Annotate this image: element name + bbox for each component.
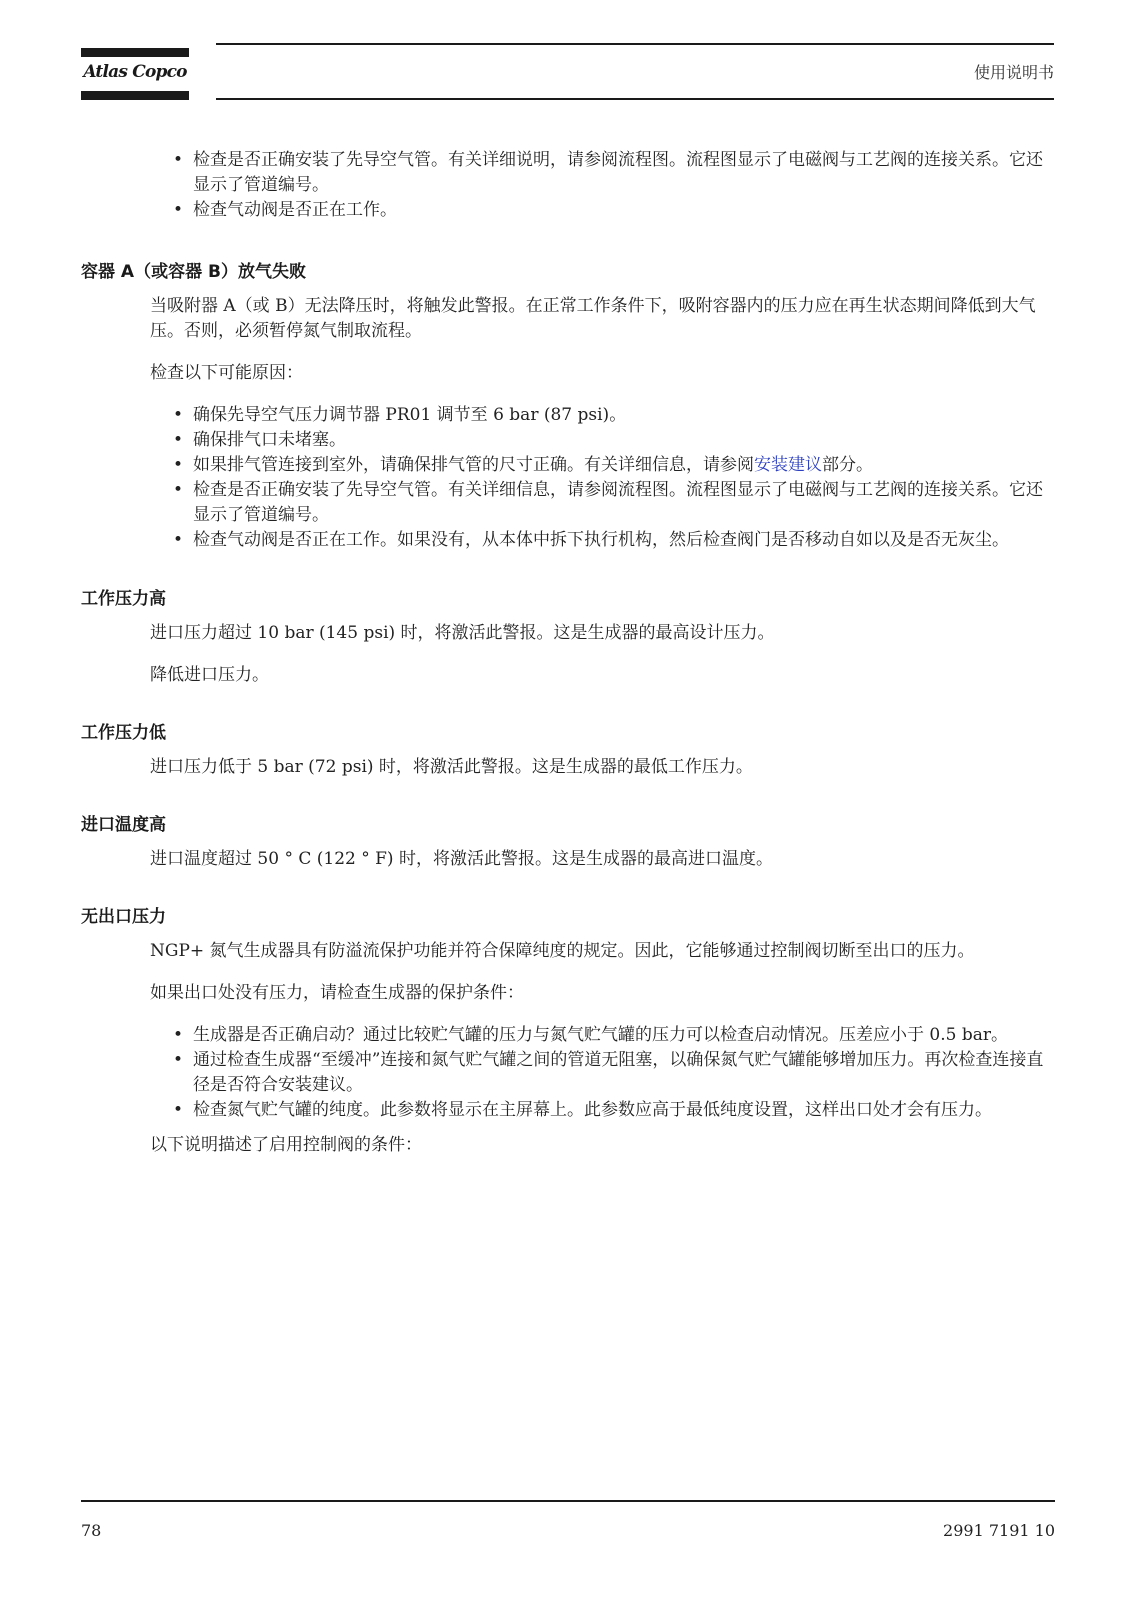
installation-recommendations-link[interactable]: 安装建议 [754,455,822,475]
paragraph: 以下说明描述了启用控制阀的条件： [150,1135,422,1155]
logo-text: Atlas Copco [83,62,187,82]
section-title-vessel-venting: 容器 A（或容器 B）放气失败 [81,262,306,282]
list-item: • 生成器是否正确启动？通过比较贮气罐的压力与氮气贮气罐的压力可以检查启动情况。压差应小于 0.5 bar。 [173,1025,1008,1045]
header-rule-top [216,43,1054,45]
section-title-no-outlet-pressure: 无出口压力 [81,907,166,927]
document-number: 2991 7191 10 [943,1521,1055,1540]
paragraph: 进口温度超过 50 ° C (122 ° F) 时，将激活此警报。这是生成器的最高进口温度。 [150,849,773,869]
paragraph: 进口压力超过 10 bar (145 psi) 时，将激活此警报。这是生成器的最高设计压力。 [150,623,775,643]
list-item: • 确保先导空气压力调节器 PR01 调节至 6 bar (87 psi)。 [173,405,627,425]
bullet-list [169,403,1055,553]
atlas-copco-logo [81,48,189,100]
list-item: • 检查气动阀是否正在工作。 [173,200,397,220]
paragraph: 当吸附器 A（或 B）无法降压时，将触发此警报。在正常工作条件下，吸附容器内的压力应在再生状态期间降低到大气压。否则，必须暂停氮气制取流程。 [150,296,1036,341]
section-title-high-pressure: 工作压力高 [81,589,166,609]
paragraph: 进口压力低于 5 bar (72 psi) 时，将激活此警报。这是生成器的最低工作压力。 [150,757,753,777]
list-item: • 检查是否正确安装了先导空气管。有关详细信息，请参阅流程图。流程图显示了电磁阀与工艺阀的连接关系。它还显示了管道编号。 [173,480,1043,525]
section-title-inlet-temperature: 进口温度高 [81,815,166,835]
bullet-list [169,1023,1055,1123]
footer-rule [81,1500,1055,1502]
list-item: • 如果排气管连接到室外，请确保排气管的尺寸正确。有关详细信息，请参阅安装建议部分。 [173,455,873,475]
header-rule-bottom [216,98,1054,100]
page-content [81,148,1055,1175]
page-number: 78 [81,1521,102,1540]
top-bullet-list [169,148,1055,223]
paragraph: 降低进口压力。 [150,665,269,685]
document-type: 使用说明书 [973,63,1054,82]
logo-bar-top [81,48,189,57]
list-item: • 检查氮气贮气罐的纯度。此参数将显示在主屏幕上。此参数应高于最低纯度设置，这样出口处才会有压力。 [173,1100,992,1120]
paragraph: 检查以下可能原因： [150,363,303,383]
list-item: • 确保排气口未堵塞。 [173,430,346,450]
paragraph: NGP+ 氮气生成器具有防溢流保护功能并符合保障纯度的规定。因此，它能够通过控制阀切断至出口的压力。 [150,941,975,961]
list-item: • 检查是否正确安装了先导空气管。有关详细说明，请参阅流程图。流程图显示了电磁阀与工艺阀的连接关系。它还显示了管道编号。 [173,150,1043,195]
section-title-low-pressure: 工作压力低 [81,723,166,743]
logo-bar-bottom [81,91,189,100]
list-item: • 检查气动阀是否正在工作。如果没有，从本体中拆下执行机构，然后检查阀门是否移动自如以及是否无灰尘。 [173,530,1009,550]
list-item: • 通过检查生成器“至缓冲”连接和氮气贮气罐之间的管道无阻塞，以确保氮气贮气罐能够增加压力。再次检查连接直径是否符合安装建议。 [173,1050,1044,1095]
paragraph: 如果出口处没有压力，请检查生成器的保护条件： [150,983,524,1003]
